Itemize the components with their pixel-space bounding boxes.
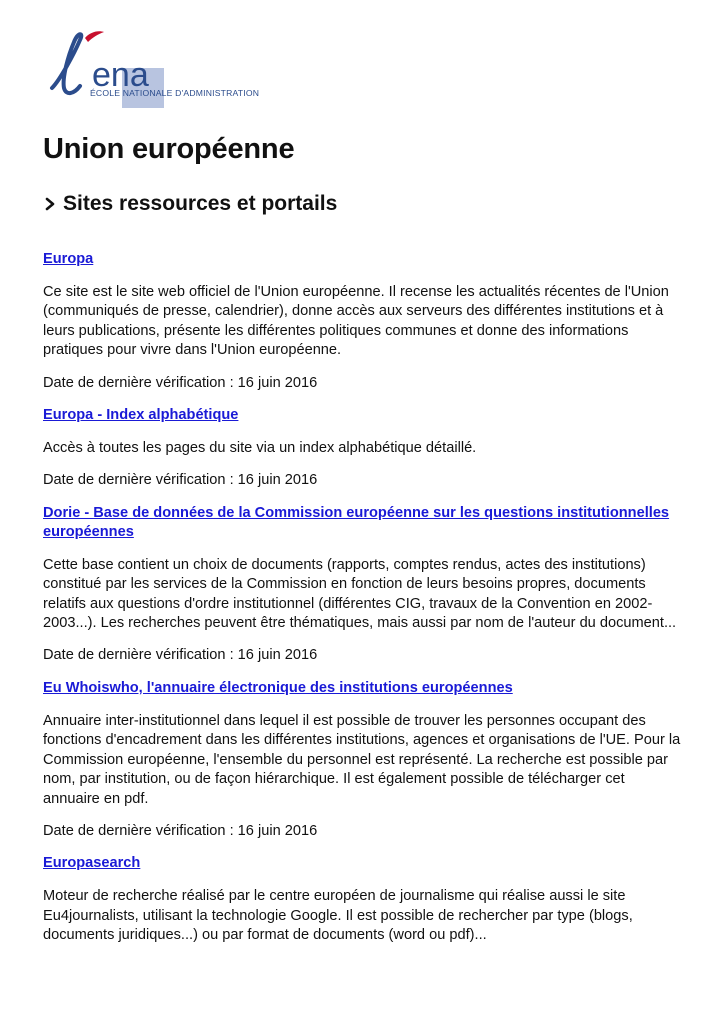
chevron-right-icon — [43, 193, 61, 215]
ena-logo — [40, 30, 310, 110]
resource-link-europasearch[interactable]: Europasearch — [43, 855, 141, 872]
resource-description: Cette base contient un choix de documents (rapports, comptes rendus, actes des institutions) constitué par les services de la Commission en fonction de leurs besoins propres, documents relatifs aux questions d'ordre institutionnel (différentes CIG, travaux de la Convention en 2002-2003...). Les recherches peuvent être thématiques, mais aussi par nom de l'auteur du document... — [43, 556, 677, 632]
resource-entry — [43, 504, 683, 666]
resource-list — [43, 250, 683, 959]
resource-link-europa[interactable]: Europa — [43, 251, 94, 267]
verification-date: Date de dernière vérification : 16 juin 2016 — [43, 374, 318, 391]
resource-entry — [43, 679, 683, 841]
resource-description: Ce site est le site web officiel de l'Union européenne. Il recense les actualités récentes de l'Union (communiqués de presse, calendrier), donne accès aux serveurs des différentes institutions et à leurs publications, présente les différentes politiques communes et donne des informations pratiques pour vivre dans l'Union européenne. — [43, 284, 669, 359]
verification-date: Date de dernière vérification : 16 juin 2016 — [43, 472, 318, 489]
verification-date: Date de dernière vérification : 16 juin 2016 — [43, 822, 318, 839]
page-title: Union européenne — [43, 133, 295, 165]
resource-description: Accès à toutes les pages du site via un index alphabétique détaillé. — [43, 440, 477, 457]
resource-link-europa-index[interactable]: Europa - Index alphabétique — [43, 407, 239, 424]
resource-entry — [43, 250, 683, 393]
section-title — [43, 192, 337, 216]
ena-logo-graphic — [40, 30, 310, 110]
logo-red-accent — [85, 31, 104, 42]
logo-tagline: ÉCOLE NATIONALE D'ADMINISTRATION — [90, 88, 260, 98]
resource-link-eu-whoiswho[interactable]: Eu Whoiswho, l'annuaire électronique des institutions européennes — [43, 679, 513, 696]
section-title-text: Sites ressources et portails — [63, 192, 338, 215]
logo-wordmark: ena — [92, 56, 149, 94]
resource-description: Annuaire inter-institutionnel dans lequel il est possible de trouver les personnes occupant des fonctions d'encadrement dans les différentes institutions, agences et organisations de l'UE. Pour la Commission européenne, l'ensemble du personnel est représenté. La recherche est possible par nom, par institution, ou de façon hiérarchique. Il est également possible de télécharger cet annuaire en pdf. — [43, 712, 681, 807]
verification-date: Date de dernière vérification : 16 juin 2016 — [43, 647, 318, 664]
resource-description: Moteur de recherche réalisé par le centre européen de journalisme qui réalise aussi le site Eu4journalists, utilisant la technologie Google. Il est possible de rechercher par type (blogs, documents juridiques...) ou par format de documents (word ou pdf)... — [43, 888, 633, 944]
resource-link-dorie[interactable]: Dorie - Base de données de la Commission européenne sur les questions institutionnelles européennes — [43, 504, 670, 540]
logo-cursive-l — [52, 34, 81, 93]
resource-entry — [43, 406, 683, 491]
resource-entry — [43, 854, 683, 945]
